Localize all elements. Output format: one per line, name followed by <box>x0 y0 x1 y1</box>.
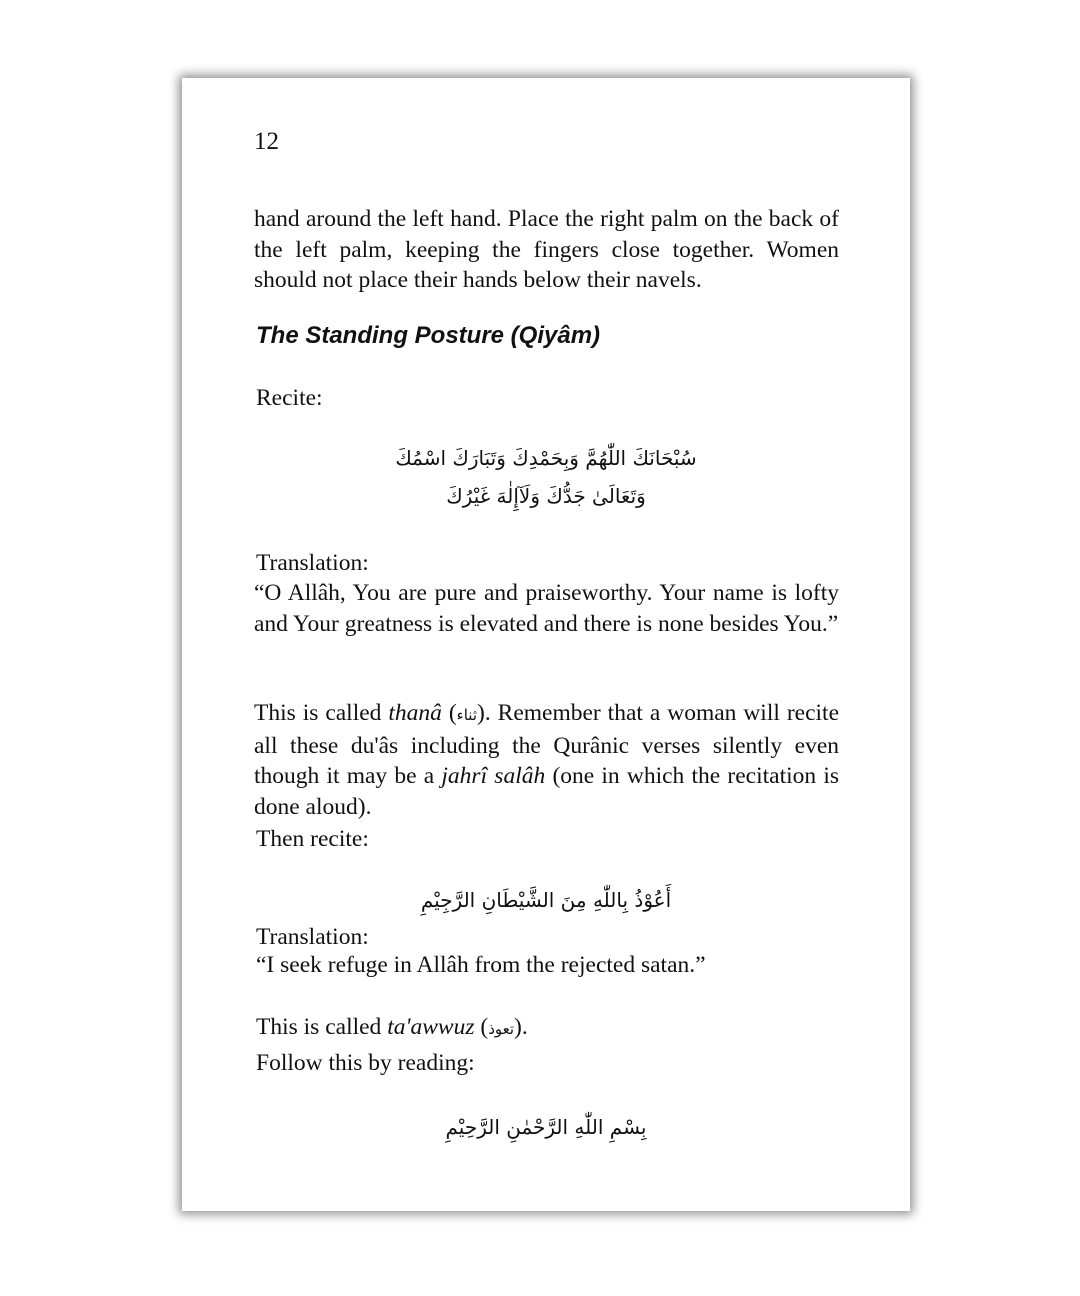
taawwuz-note <box>256 1014 528 1041</box>
thana-arabic-line-2: وَتَعَالَىٰ جَدُّكَ وَلَآإِلٰهَ غَيْرُكَ <box>446 484 646 508</box>
taawwuz-translation: “I seek refuge in Allâh from the rejected satan.” <box>256 952 706 978</box>
thana-note-end: (one in which the recitation is done aloud). <box>254 763 839 820</box>
thana-arabic-inline: ثناء <box>456 706 477 724</box>
thana-arabic-open: ( <box>448 700 457 726</box>
taawwuz-arabic: أَعُوْذُ بِاللّٰهِ مِنَ الشَّيْطَانِ الرَّجِيْمِ <box>420 888 672 912</box>
thana-note-rest: Remember that a woman will recite all these du'âs including the Qurânic verses silently even though it may be a <box>254 700 840 789</box>
recite-label: Recite: <box>256 385 323 411</box>
taawwuz-arabic-inline: تعوذ <box>488 1020 515 1038</box>
follow-label: Follow this by reading: <box>256 1050 475 1076</box>
thana-arabic-close: ). <box>477 700 491 726</box>
thana-note-paragraph <box>254 698 839 822</box>
taawwuz-arabic-open: ( <box>480 1014 489 1040</box>
translation-label-1: Translation: <box>256 550 369 576</box>
thana-translation: “O Allâh, You are pure and praiseworthy. Your name is lofty and Your greatness is elevated and there is none besides You.” <box>254 580 839 637</box>
translation-label-2: Translation: <box>256 924 369 950</box>
bismillah-arabic: بِسْمِ اللّٰهِ الرَّحْمٰنِ الرَّحِيْمِ <box>445 1115 647 1139</box>
thana-term: thanâ <box>388 700 442 726</box>
thana-note-prefix: This is called <box>254 700 382 726</box>
thana-arabic-line-1: سُبْحَانَكَ اللّٰهُمَّ وَبِحَمْدِكَ وَتَبَارَكَ اسْمُكَ <box>395 446 697 470</box>
intro-paragraph: hand around the left hand. Place the right palm on the back of the left palm, keeping the fingers close together. Women should not place their hands below their navels. <box>254 206 839 293</box>
page-number: 12 <box>254 128 279 155</box>
taawwuz-note-prefix: This is called <box>256 1014 382 1040</box>
taawwuz-term: ta'awwuz <box>387 1014 475 1040</box>
book-page <box>182 78 910 1211</box>
jahri-salah-term: jahrî salâh <box>441 763 546 789</box>
section-heading: The Standing Posture (Qiyâm) <box>256 322 601 349</box>
taawwuz-arabic-close: ). <box>514 1014 528 1040</box>
then-recite-label: Then recite: <box>256 826 369 852</box>
